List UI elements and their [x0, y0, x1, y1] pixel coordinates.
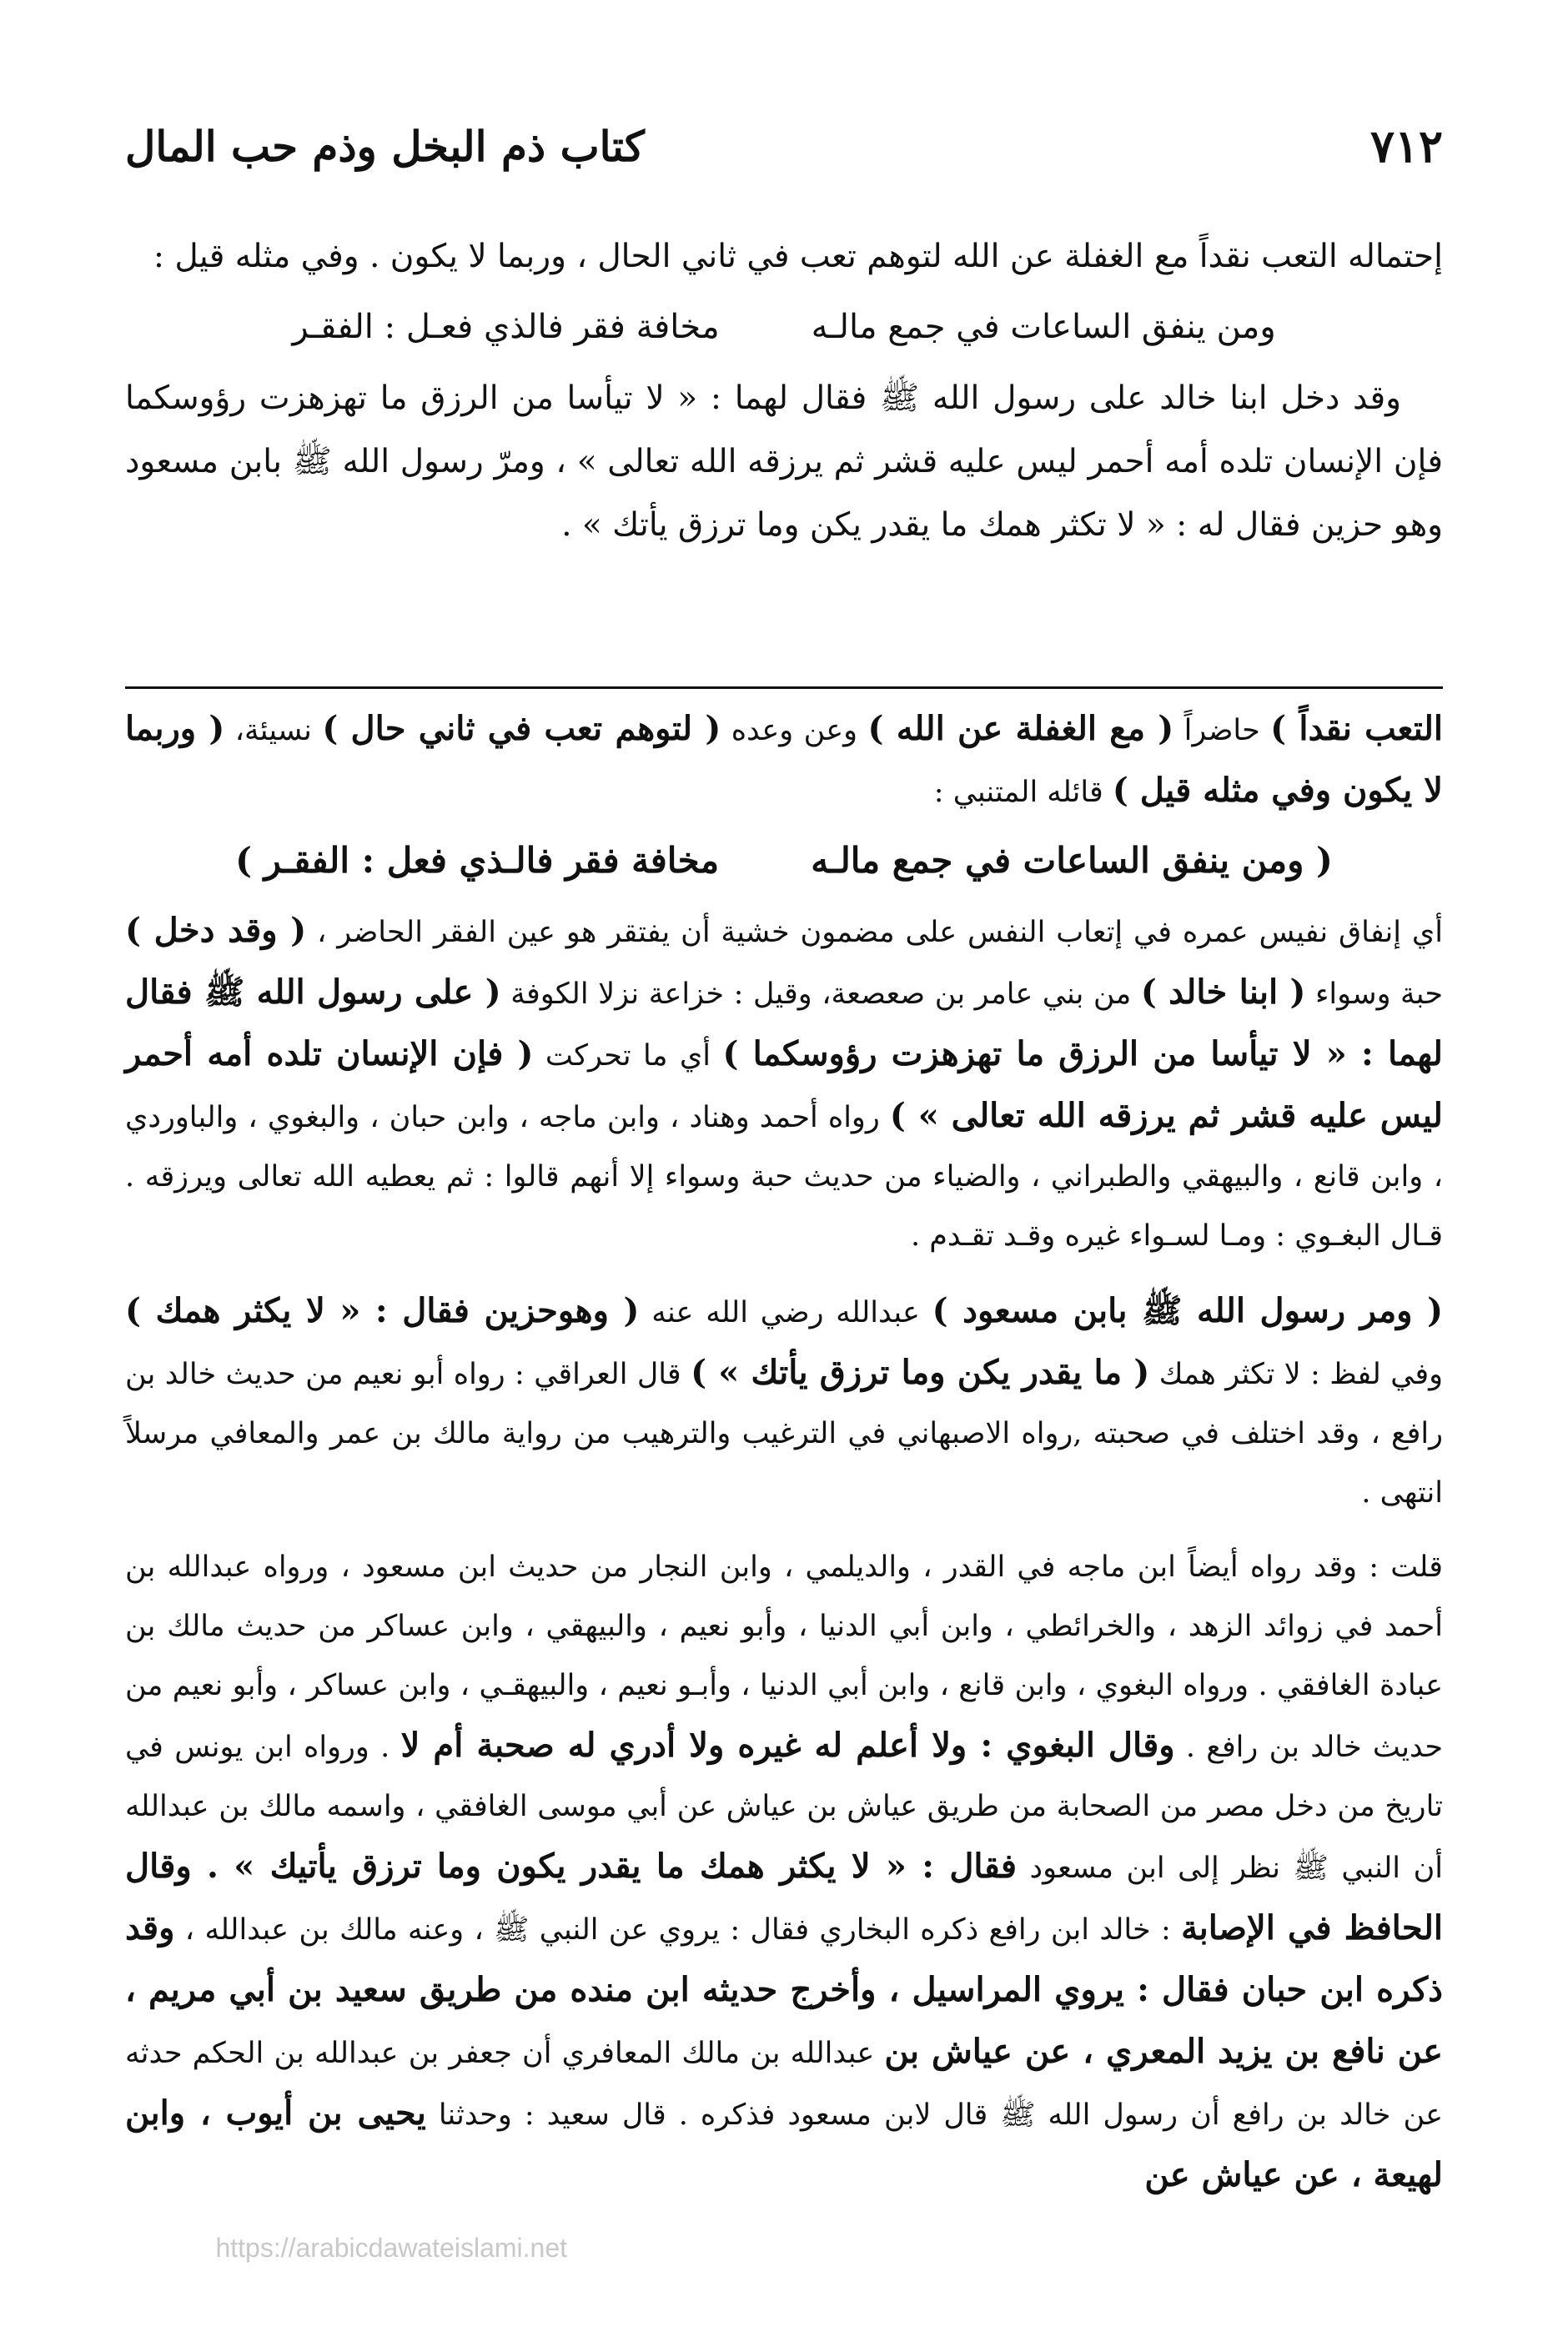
- bold-quote-run: ( فإن الإنسان تلده أمه أحمر ليس عليه قشر ثم يرزقه الله تعالى » ): [125, 1034, 1443, 1135]
- text-run: رواه أحمد وهناد ، وابن ماجه ، وابن حبان ، والبغوي ، والباوردي ، وابن قانع ، والبيهقي والطبراني ، والضياء من حديث حبة وسواء إلا أنهم قالوا : ثم يعطيه الله تعالى ويرزقه . قـال البغـوي : ومـا لسـواء غيره وقـد تقـدم .: [125, 1101, 1443, 1253]
- bold-quote-run: التعب نقداً ): [1270, 709, 1444, 748]
- bold-quote-run: ( على رسول الله ﷺ فقال لهما : « لا تيأسا من الرزق ما تهزهزت رؤوسكما ): [125, 973, 1443, 1073]
- main-paragraph: إحتماله التعب نقداً مع الغفلة عن الله لتوهم تعب في ثاني الحال ، وربما لا يكون . وفي مثله قيل :: [153, 238, 1443, 275]
- text-run: وعن وعده: [721, 714, 868, 747]
- bold-quote-run: وقال البغوي : ولا أعلم له غيره ولا أدري له صحبة أم لا: [400, 1726, 1175, 1765]
- verse-first-hemistich: ومن ينفق الساعات في جمع مالـه: [811, 308, 1276, 346]
- watermark-url: https://arabicdawateislami.net: [215, 2233, 567, 2263]
- commentary-paragraph: [125, 699, 1443, 822]
- text-run: حاضراً: [1173, 714, 1271, 747]
- text-run: أي ما تحركت: [533, 1039, 723, 1073]
- bold-quote-run: ( وهوحزين فقال : « لا يكثر همك ): [125, 1291, 640, 1330]
- bold-quote-run: ( لتوهم تعب في ثاني حال ): [322, 709, 721, 748]
- text-run: قائله المتنبي :: [933, 776, 1113, 809]
- text-run: حبة وسواء: [1305, 978, 1443, 1011]
- text-run: من بني عامر بن صعصعة، وقيل : خزاعة نزلا الكوفة: [500, 978, 1141, 1011]
- text-run: عبدالله رضي الله عنه: [639, 1296, 932, 1329]
- text-run: قال العراقي : رواه أبو نعيم من حديث خالد بن رافع ، وقد اختلف في صحبته ,رواه الاصبهاني في الترغيب والترهيب من رواية مالك بن عمر والمعافي مرسلاً انتهى .: [125, 1358, 1443, 1510]
- text-run: عبدالله بن مالك المعافري أن جعفر بن عبدالله بن الحكم حدثه عن خالد بن رافع أن رسول الله ﷺ قال لابن مسعود فذكره . قال سعيد : وحدثنا: [125, 2037, 1443, 2132]
- commentary-text: [125, 699, 1443, 2207]
- bold-quote-run: وقد ذكره ابن حبان فقال : يروي المراسيل ، وأخرج حديثه ابن منده من طريق سعيد بن أبي مريم ، عن نافع بن يزيد المعري ، عن عياش بن: [125, 1908, 1443, 2071]
- text-run: . ورواه ابن يونس في تاريخ من دخل مصر من الصحابة من طريق عياش بن عياش عن أبي موسى الغافقي ، واسمه مالك بن عبدالله أن النبي ﷺ نظر إلى ابن مسعود: [125, 1731, 1443, 1885]
- verse-second-hemistich: مخافة فقر فالذي فعـل : الفقـر: [292, 308, 720, 346]
- commentary-verse: [125, 827, 1443, 894]
- text-run: : خالد ابن رافع ذكره البخاري فقال : يروي عن النبي ﷺ ، وعنه مالك بن عبدالله ،: [174, 1913, 1182, 1947]
- bold-quote-run: ( ما يقدر يكن وما ترزق يأتك » ): [691, 1353, 1150, 1392]
- main-paragraph: وقد دخل ابنا خالد على رسول الله ﷺ فقال لهما : « لا تيأسا من الرزق ما تهزهزت رؤوسكما فإن الإنسان تلده أمه أحمر ليس عليه قشر ثم يرزقه الله تعالى » ، ومرّ رسول الله ﷺ بابن مسعود وهو حزين فقال له : « لا تكثر همك ما يقدر يكن وما ترزق يأتك » .: [125, 379, 1443, 544]
- bold-quote-run: فقال : « لا يكثر همك ما يقدر يكون وما ترزق يأتيك » . وقال الحافظ في الإصابة: [125, 1847, 1443, 1948]
- page-header: [125, 100, 1443, 192]
- divider-rule: [125, 686, 1443, 689]
- bold-quote-run: ( ومر رسول الله ﷺ بابن مسعود ): [932, 1291, 1443, 1330]
- bold-quote-run: ( مع الغفلة عن الله ): [867, 709, 1174, 748]
- commentary-paragraph: [125, 901, 1443, 1266]
- main-text: [125, 225, 1443, 557]
- commentary-paragraph: [125, 1281, 1443, 1523]
- bold-quote-run: ( وقد دخل ): [125, 911, 307, 950]
- text-run: قلت : وقد رواه أيضاً ابن ماجه في القدر ، والديلمي ، وابن النجار من حديث ابن مسعود ، ورواه عبدالله بن أحمد في زوائد الزهد ، والخرائطي ، وابن أبي الدنيا ، وأبو نعيم ، والبيهقي ، وابن عساكر من حديث مالك بن عبادة الغافقي . ورواه البغوي ، وابن قانع ، وابن أبي الدنيا ، وأبـو نعيم ، والبيهقـي ، وابن عساكر ، وأبو نعيم من حديث خالد بن رافع .: [125, 1550, 1443, 1764]
- verse-first-hemistich: ( ومن ينفق الساعات في جمع مالـه: [811, 840, 1333, 881]
- running-title: كتاب ذم البخل وذم حب المال: [125, 121, 645, 171]
- commentary-paragraph: [125, 1538, 1443, 2207]
- page-number: ٧١٢: [1369, 119, 1443, 173]
- text-run: نسيئة،: [224, 714, 323, 747]
- text-run: وفي لفظ : لا تكثر همك: [1149, 1358, 1444, 1391]
- text-run: أي إنفاق نفيس عمره في إتعاب النفس على مضمون خشية أن يفتقر هو عين الفقر الحاضر ،: [306, 916, 1443, 949]
- verse-second-hemistich: مخافة فقر فالـذي فعل : الفقـر ): [235, 840, 720, 881]
- bold-quote-run: ( وربما لا يكون وفي مثله قيل ): [125, 709, 1443, 810]
- bold-quote-run: يحيى بن أيوب ، وابن لهيعة ، عن عياش عن: [125, 2093, 1443, 2194]
- poetry-verse: [125, 294, 1443, 360]
- bold-quote-run: ( ابنا خالد ): [1140, 973, 1306, 1012]
